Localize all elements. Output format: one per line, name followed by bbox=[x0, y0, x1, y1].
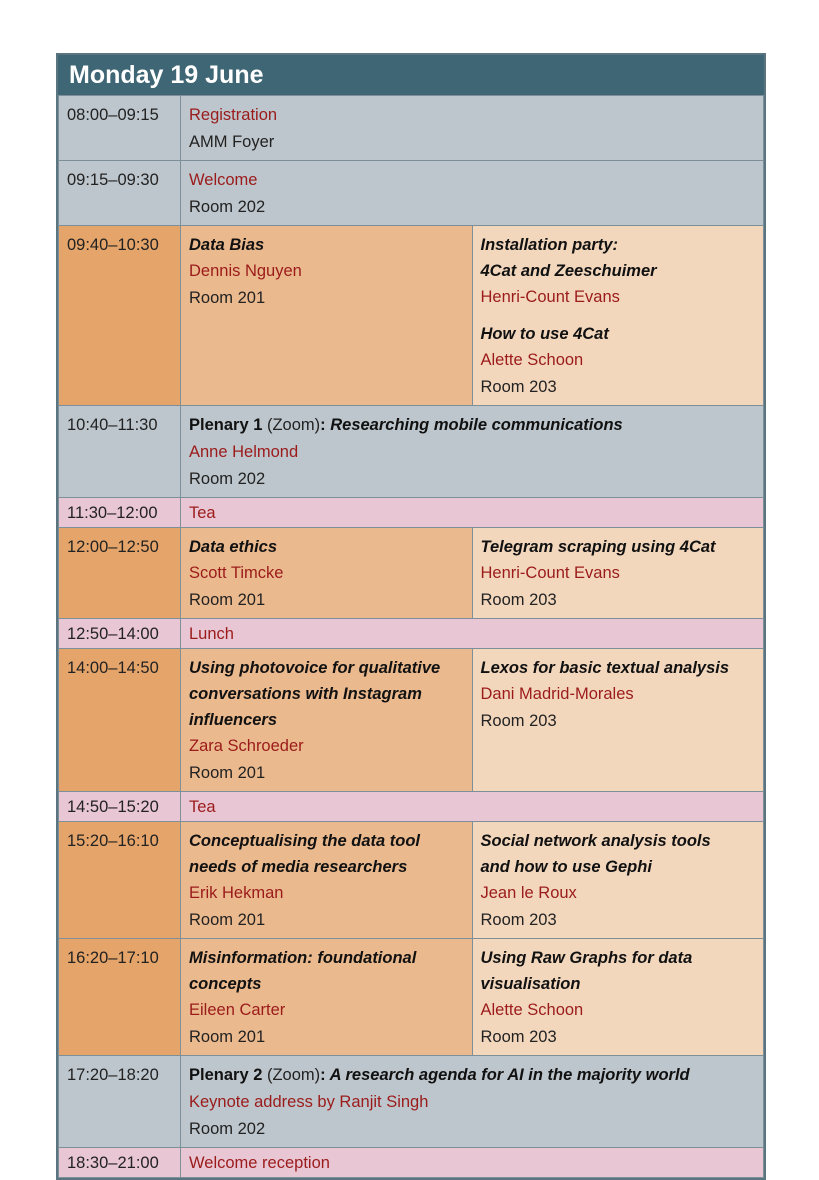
session-right bbox=[472, 822, 764, 939]
session-room: Room 201 bbox=[189, 591, 266, 609]
session-speaker: Keynote address by Ranjit Singh bbox=[189, 1093, 429, 1111]
session-speaker: Dani Madrid-Morales bbox=[480, 685, 634, 703]
session-row bbox=[59, 226, 764, 406]
plenary-colon: : bbox=[320, 416, 326, 434]
session-row bbox=[59, 96, 764, 161]
session-room: Room 201 bbox=[189, 911, 266, 929]
break-row bbox=[59, 792, 764, 822]
session-title: Using photovoice for qualitative bbox=[189, 659, 441, 677]
time-slot: 18:30–21:00 bbox=[59, 1148, 181, 1178]
session-title: Social network analysis tools bbox=[480, 832, 711, 850]
session-row bbox=[59, 1056, 764, 1148]
session-title: Data ethics bbox=[189, 538, 278, 556]
session-title: Installation party: bbox=[480, 236, 619, 254]
plenary-heading bbox=[189, 1062, 755, 1089]
break-row bbox=[59, 498, 764, 528]
session-title: concepts bbox=[189, 975, 262, 993]
session-title: visualisation bbox=[480, 975, 581, 993]
plenary-colon: : bbox=[320, 1066, 326, 1084]
schedule bbox=[56, 53, 766, 1180]
plenary-label: Plenary 1 bbox=[189, 416, 263, 434]
time-slot: 09:15–09:30 bbox=[59, 161, 181, 226]
session-room: Room 202 bbox=[189, 1120, 266, 1138]
session-speaker: Zara Schroeder bbox=[189, 737, 304, 755]
time-slot: 14:50–15:20 bbox=[59, 792, 181, 822]
session-title: How to use 4Cat bbox=[480, 325, 609, 343]
time-slot: 08:00–09:15 bbox=[59, 96, 181, 161]
session-speaker: Dennis Nguyen bbox=[189, 262, 302, 280]
session-left bbox=[181, 528, 473, 619]
session-room: Room 201 bbox=[189, 1028, 266, 1046]
time-slot: 16:20–17:10 bbox=[59, 939, 181, 1056]
time-slot: 14:00–14:50 bbox=[59, 649, 181, 792]
plenary-zoom: (Zoom) bbox=[262, 416, 321, 434]
session-title: Registration bbox=[189, 106, 278, 124]
session-cell bbox=[181, 1056, 764, 1148]
session-left bbox=[181, 939, 473, 1056]
session-room: Room 203 bbox=[480, 911, 557, 929]
session-title: conversations with Instagram bbox=[189, 685, 422, 703]
session-right bbox=[472, 528, 764, 619]
session-row bbox=[59, 939, 764, 1056]
session-title: Misinformation: foundational bbox=[189, 949, 417, 967]
session-title: Welcome bbox=[189, 171, 258, 189]
session-title: influencers bbox=[189, 711, 278, 729]
plenary-heading bbox=[189, 412, 755, 439]
session-room: Room 203 bbox=[480, 591, 557, 609]
time-slot: 11:30–12:00 bbox=[59, 498, 181, 528]
break-title: Tea bbox=[181, 792, 764, 822]
session-room: AMM Foyer bbox=[189, 133, 275, 151]
session-row bbox=[59, 528, 764, 619]
session-room: Room 202 bbox=[189, 470, 266, 488]
session-speaker: Eileen Carter bbox=[189, 1001, 286, 1019]
session-speaker: Erik Hekman bbox=[189, 884, 284, 902]
session-left bbox=[181, 649, 473, 792]
session-cell bbox=[181, 161, 764, 226]
session-title: and how to use Gephi bbox=[480, 858, 652, 876]
session-room: Room 203 bbox=[480, 1028, 557, 1046]
break-title: Welcome reception bbox=[181, 1148, 764, 1178]
time-slot: 12:50–14:00 bbox=[59, 619, 181, 649]
time-slot: 09:40–10:30 bbox=[59, 226, 181, 406]
break-row bbox=[59, 1148, 764, 1178]
session-title: needs of media researchers bbox=[189, 858, 408, 876]
session-room: Room 203 bbox=[480, 378, 557, 396]
session-room: Room 201 bbox=[189, 764, 266, 782]
session-room: Room 201 bbox=[189, 289, 266, 307]
session-title: Lexos for basic textual analysis bbox=[480, 659, 730, 677]
time-slot: 10:40–11:30 bbox=[59, 406, 181, 498]
session-speaker: Alette Schoon bbox=[480, 1001, 584, 1019]
break-title: Lunch bbox=[181, 619, 764, 649]
session-title: Data Bias bbox=[189, 236, 265, 254]
schedule-table bbox=[58, 95, 764, 1178]
plenary-title: A research agenda for AI in the majority world bbox=[325, 1066, 690, 1084]
session-cell bbox=[181, 96, 764, 161]
session-speaker: Henri-Count Evans bbox=[480, 564, 620, 582]
plenary-zoom: (Zoom) bbox=[262, 1066, 321, 1084]
time-slot: 12:00–12:50 bbox=[59, 528, 181, 619]
session-row bbox=[59, 161, 764, 226]
plenary-label: Plenary 2 bbox=[189, 1066, 263, 1084]
session-row bbox=[59, 822, 764, 939]
session-speaker: Anne Helmond bbox=[189, 443, 299, 461]
time-slot: 17:20–18:20 bbox=[59, 1056, 181, 1148]
break-title: Tea bbox=[181, 498, 764, 528]
time-slot: 15:20–16:10 bbox=[59, 822, 181, 939]
session-speaker: Alette Schoon bbox=[480, 351, 584, 369]
plenary-title: Researching mobile communications bbox=[325, 416, 623, 434]
break-row bbox=[59, 619, 764, 649]
session-speaker: Scott Timcke bbox=[189, 564, 284, 582]
session-speaker: Henri-Count Evans bbox=[480, 288, 620, 306]
session-row bbox=[59, 649, 764, 792]
session-right bbox=[472, 939, 764, 1056]
session-right bbox=[472, 226, 764, 406]
session-row bbox=[59, 406, 764, 498]
session-right bbox=[472, 649, 764, 792]
session-title: 4Cat and Zeeschuimer bbox=[480, 262, 657, 280]
session-title: Telegram scraping using 4Cat bbox=[480, 538, 716, 556]
session-title: Using Raw Graphs for data bbox=[480, 949, 693, 967]
session-left bbox=[181, 822, 473, 939]
session-room: Room 202 bbox=[189, 198, 266, 216]
session-title: Conceptualising the data tool bbox=[189, 832, 421, 850]
session-speaker: Jean le Roux bbox=[480, 884, 577, 902]
session-room: Room 203 bbox=[480, 712, 557, 730]
session-cell bbox=[181, 406, 764, 498]
session-left bbox=[181, 226, 473, 406]
day-title: Monday 19 June bbox=[58, 55, 764, 95]
